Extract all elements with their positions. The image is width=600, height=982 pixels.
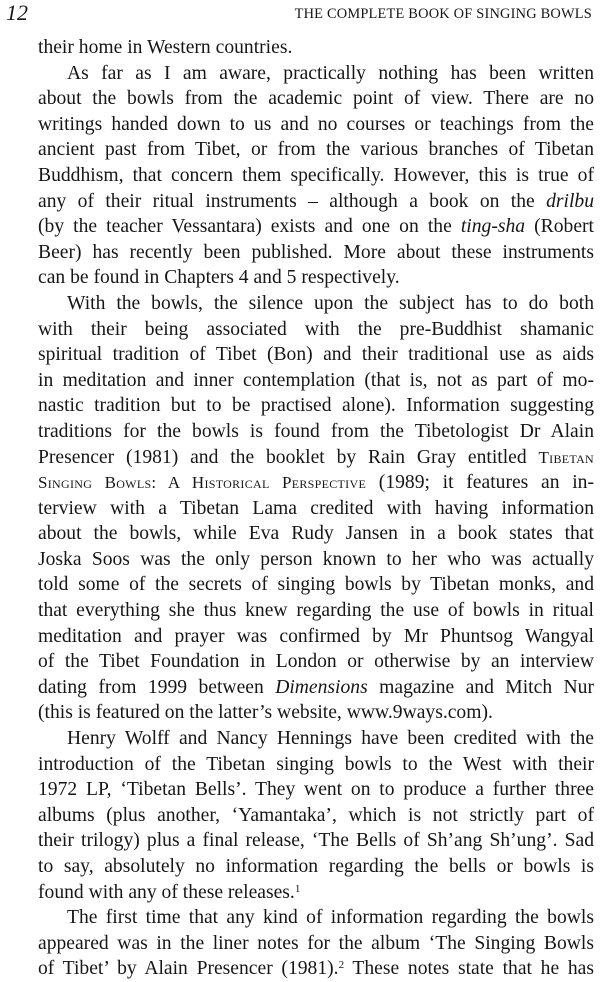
text-line: with their being associated with the pre-Buddhist shamanic	[38, 318, 594, 340]
body-text	[38, 35, 594, 982]
text-line: introduction of the Tibetan singing bowls to the West with their	[38, 753, 594, 775]
text-line: As far as I am aware, practically nothing has been written	[67, 62, 594, 84]
text-line: albums (plus another, ‘Yamantaka’, which is not strictly part of	[38, 804, 594, 826]
text-line: told some of the secrets of singing bowls by Tibetan monks, and	[38, 574, 594, 596]
text-line: their home in Western countries.	[38, 37, 293, 58]
text-line: that everything she thus knew regarding the use of bowls in ritual	[38, 600, 594, 622]
text-line: ancient past from Tibet, or from the various branches of Tibetan	[38, 139, 594, 161]
small-caps-title: Singing Bowls: A Historical Perspective	[38, 473, 367, 493]
text-line: With the bowls, the silence upon the subject has to do both	[67, 292, 594, 314]
text-line: of the Tibet Foundation in London or otherwise by an interview	[38, 651, 594, 673]
text-line: of Tibet’ by Alain Presencer (1981).$^2$ These notes state that he has	[38, 958, 594, 980]
text-line: Buddhism, that concern them specifically. However, this is true of	[38, 164, 594, 186]
italic-term: Dimensions	[275, 676, 368, 698]
text-line: terview with a Tibetan Lama credited with having information	[38, 497, 594, 519]
text-line: can be found in Chapters 4 and 5 respectively.	[38, 267, 400, 289]
text-line: (this is featured on the latter’s website, www.9ways.com).	[38, 702, 493, 724]
text-line: Beer) has recently been published. More about these instruments	[38, 241, 594, 263]
text-line: Henry Wolff and Nancy Hennings have been credited with the	[67, 728, 594, 750]
text-line: 1972 LP, ‘Tibetan Bells’. They went on to produce a further three	[38, 779, 594, 801]
text-line: their trilogy) plus a final release, ‘The Bells of Sh’ang Sh’ung’. Sad	[38, 830, 594, 852]
small-caps-title: Tibetan	[538, 447, 594, 467]
text-line: (by the teacher Vessantara) exists and one on the ting-sha (Robert	[38, 216, 594, 238]
text-line: Joska Soos was the only person known to her who was actually	[38, 548, 594, 570]
text-line: Singing Bowls: A Historical Perspective (1989; it features an in-	[38, 472, 594, 494]
text-line: about the bowls from the academic point of view. There are no	[38, 88, 594, 110]
text-line: about the bowls, while Eva Rudy Jansen in a book states that	[38, 523, 594, 545]
footnote-marker[interactable]: 2	[338, 959, 345, 972]
footnote-marker[interactable]: 1	[294, 882, 301, 895]
text-line: dating from 1999 between Dimensions magazine and Mitch Nur	[38, 676, 594, 698]
text-line: meditation and prayer was confirmed by Mr Phuntsog Wangyal	[38, 625, 594, 647]
text-line: appeared was in the liner notes for the album ‘The Singing Bowls	[38, 932, 594, 954]
text-line: any of their ritual instruments – although a book on the drilbu	[38, 190, 594, 212]
text-line: writings handed down to us and no courses or teachings from the	[38, 113, 594, 135]
text-line: The first time that any kind of information regarding the bowls	[67, 907, 594, 929]
text-line: nastic tradition but to be practised alone). Information suggesting	[38, 395, 594, 417]
text-line: traditions for the bowls is found from the Tibetologist Dr Alain	[38, 420, 594, 442]
italic-term: drilbu	[546, 190, 594, 212]
page-number: 12	[6, 0, 28, 25]
text-line: in meditation and inner contemplation (that is, not as part of mo-	[38, 369, 594, 391]
italic-term: ting-sha	[460, 216, 526, 238]
running-head: THE COMPLETE BOOK OF SINGING BOWLS	[294, 6, 592, 22]
text-line: to say, absolutely no information regarding the bells or bowls is	[38, 856, 594, 877]
text-line: Presencer (1981) and the booklet by Rain Gray entitled Tibetan	[38, 446, 594, 468]
page-header	[0, 0, 600, 30]
text-line: spiritual tradition of Tibet (Bon) and their traditional use as aids	[38, 344, 594, 366]
text-line: found with any of these releases.$^1$	[38, 881, 301, 903]
